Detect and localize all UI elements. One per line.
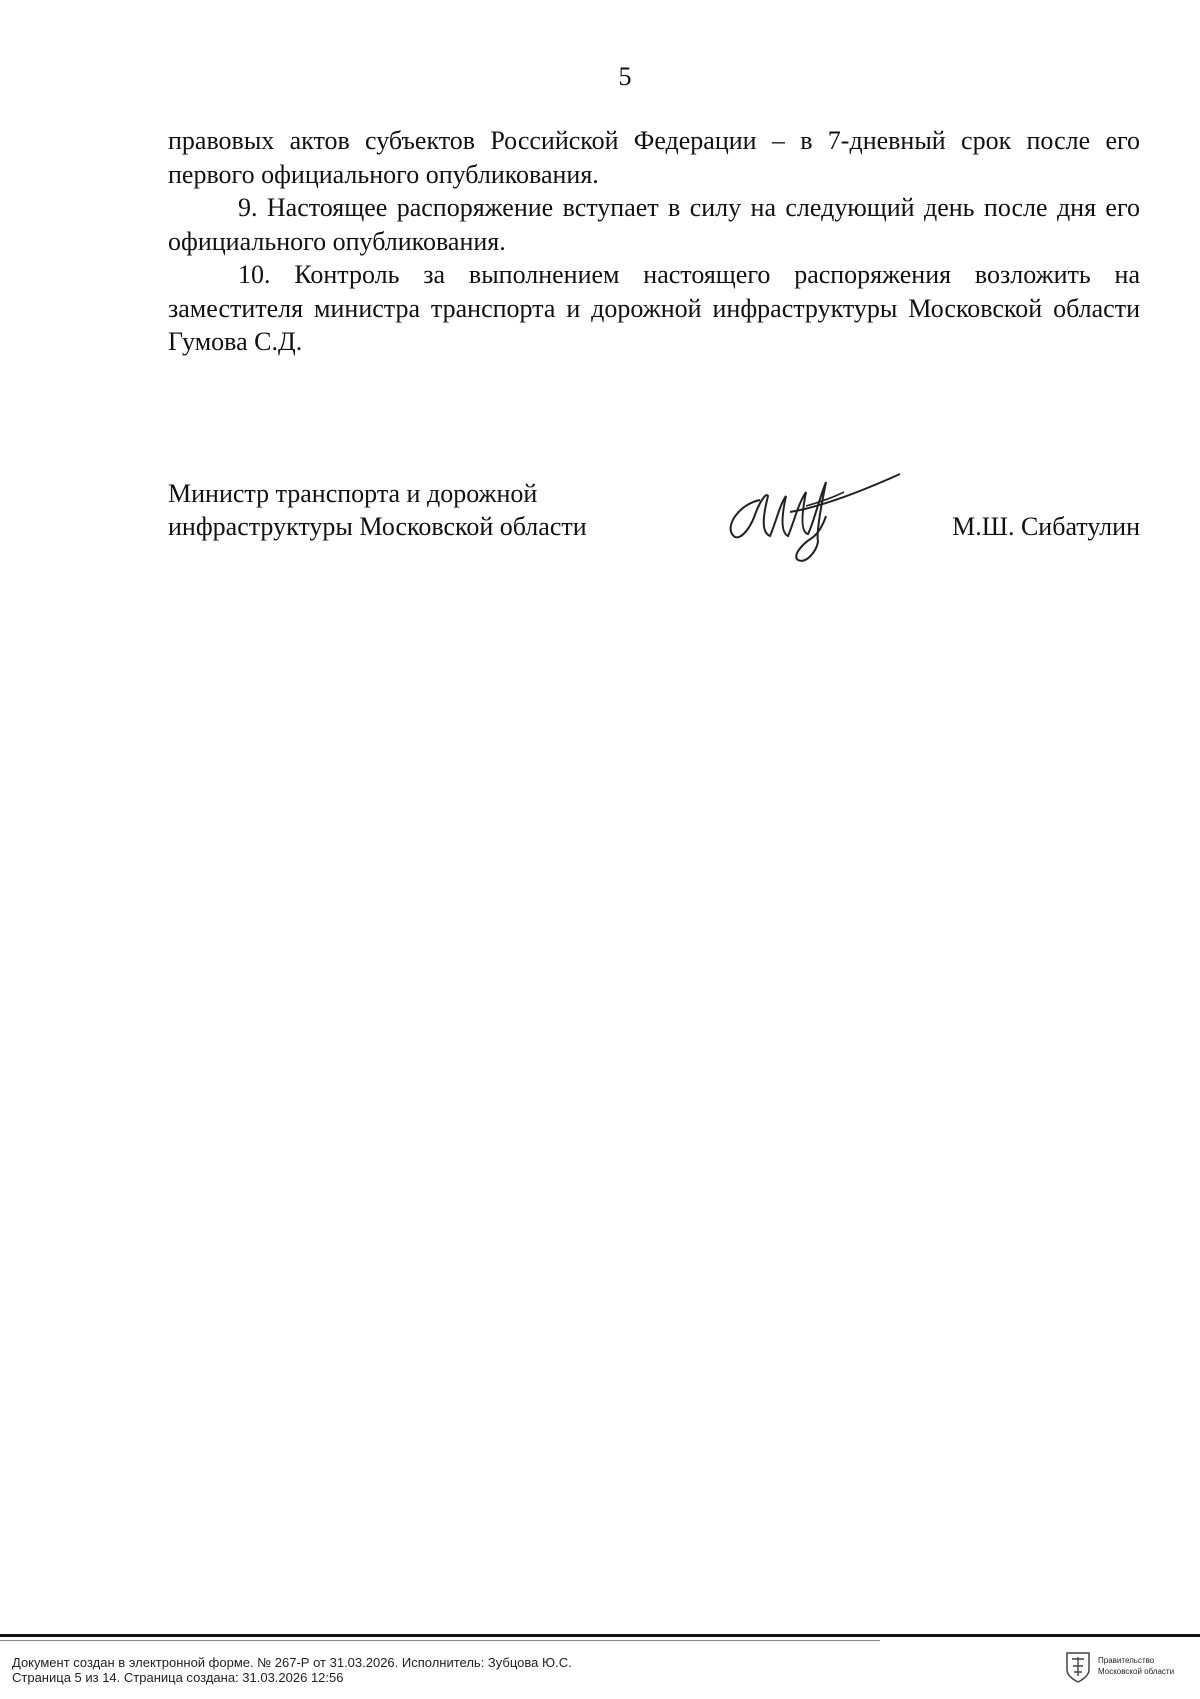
handwritten-signature: [720, 452, 920, 572]
paragraph-item-10: 10. Контроль за выполнением настоящего распоряжения возложить на заместителя министра транспорта и дорожной инфраструктуры Московской области Гумова С.Д.: [168, 260, 1140, 356]
footer-line-2: Страница 5 из 14. Страница создана: 31.03.2026 12:56: [12, 1670, 344, 1685]
footer-organization: [1098, 1655, 1174, 1677]
paragraph-item-9: 9. Настоящее распоряжение вступает в силу на следующий день после дня его официального опубликования.: [168, 193, 1140, 256]
document-body: [168, 124, 1140, 359]
signatory-title-line-1: Министр транспорта и дорожной: [168, 479, 538, 508]
footer-line-1: Документ создан в электронной форме. № 267-Р от 31.03.2026. Исполнитель: Зубцова Ю.С.: [12, 1655, 572, 1670]
footer-metadata: [12, 1655, 572, 1685]
footer-divider-thin: [0, 1640, 880, 1641]
signatory-name: М.Ш. Сибатулин: [952, 512, 1140, 541]
footer-org-line-2: Московской области: [1098, 1667, 1175, 1676]
paragraph-continuation: правовых актов субъектов Российской Федерации – в 7-дневный срок после его первого официального опубликования.: [168, 126, 1140, 189]
signatory-title: [168, 477, 587, 543]
footer-org-line-1: Правительство: [1098, 1656, 1155, 1665]
page-number: 5: [618, 62, 632, 91]
signatory-title-line-2: инфраструктуры Московской области: [168, 512, 587, 541]
coat-of-arms-icon: [1064, 1650, 1092, 1684]
footer-divider: [0, 1634, 1200, 1637]
